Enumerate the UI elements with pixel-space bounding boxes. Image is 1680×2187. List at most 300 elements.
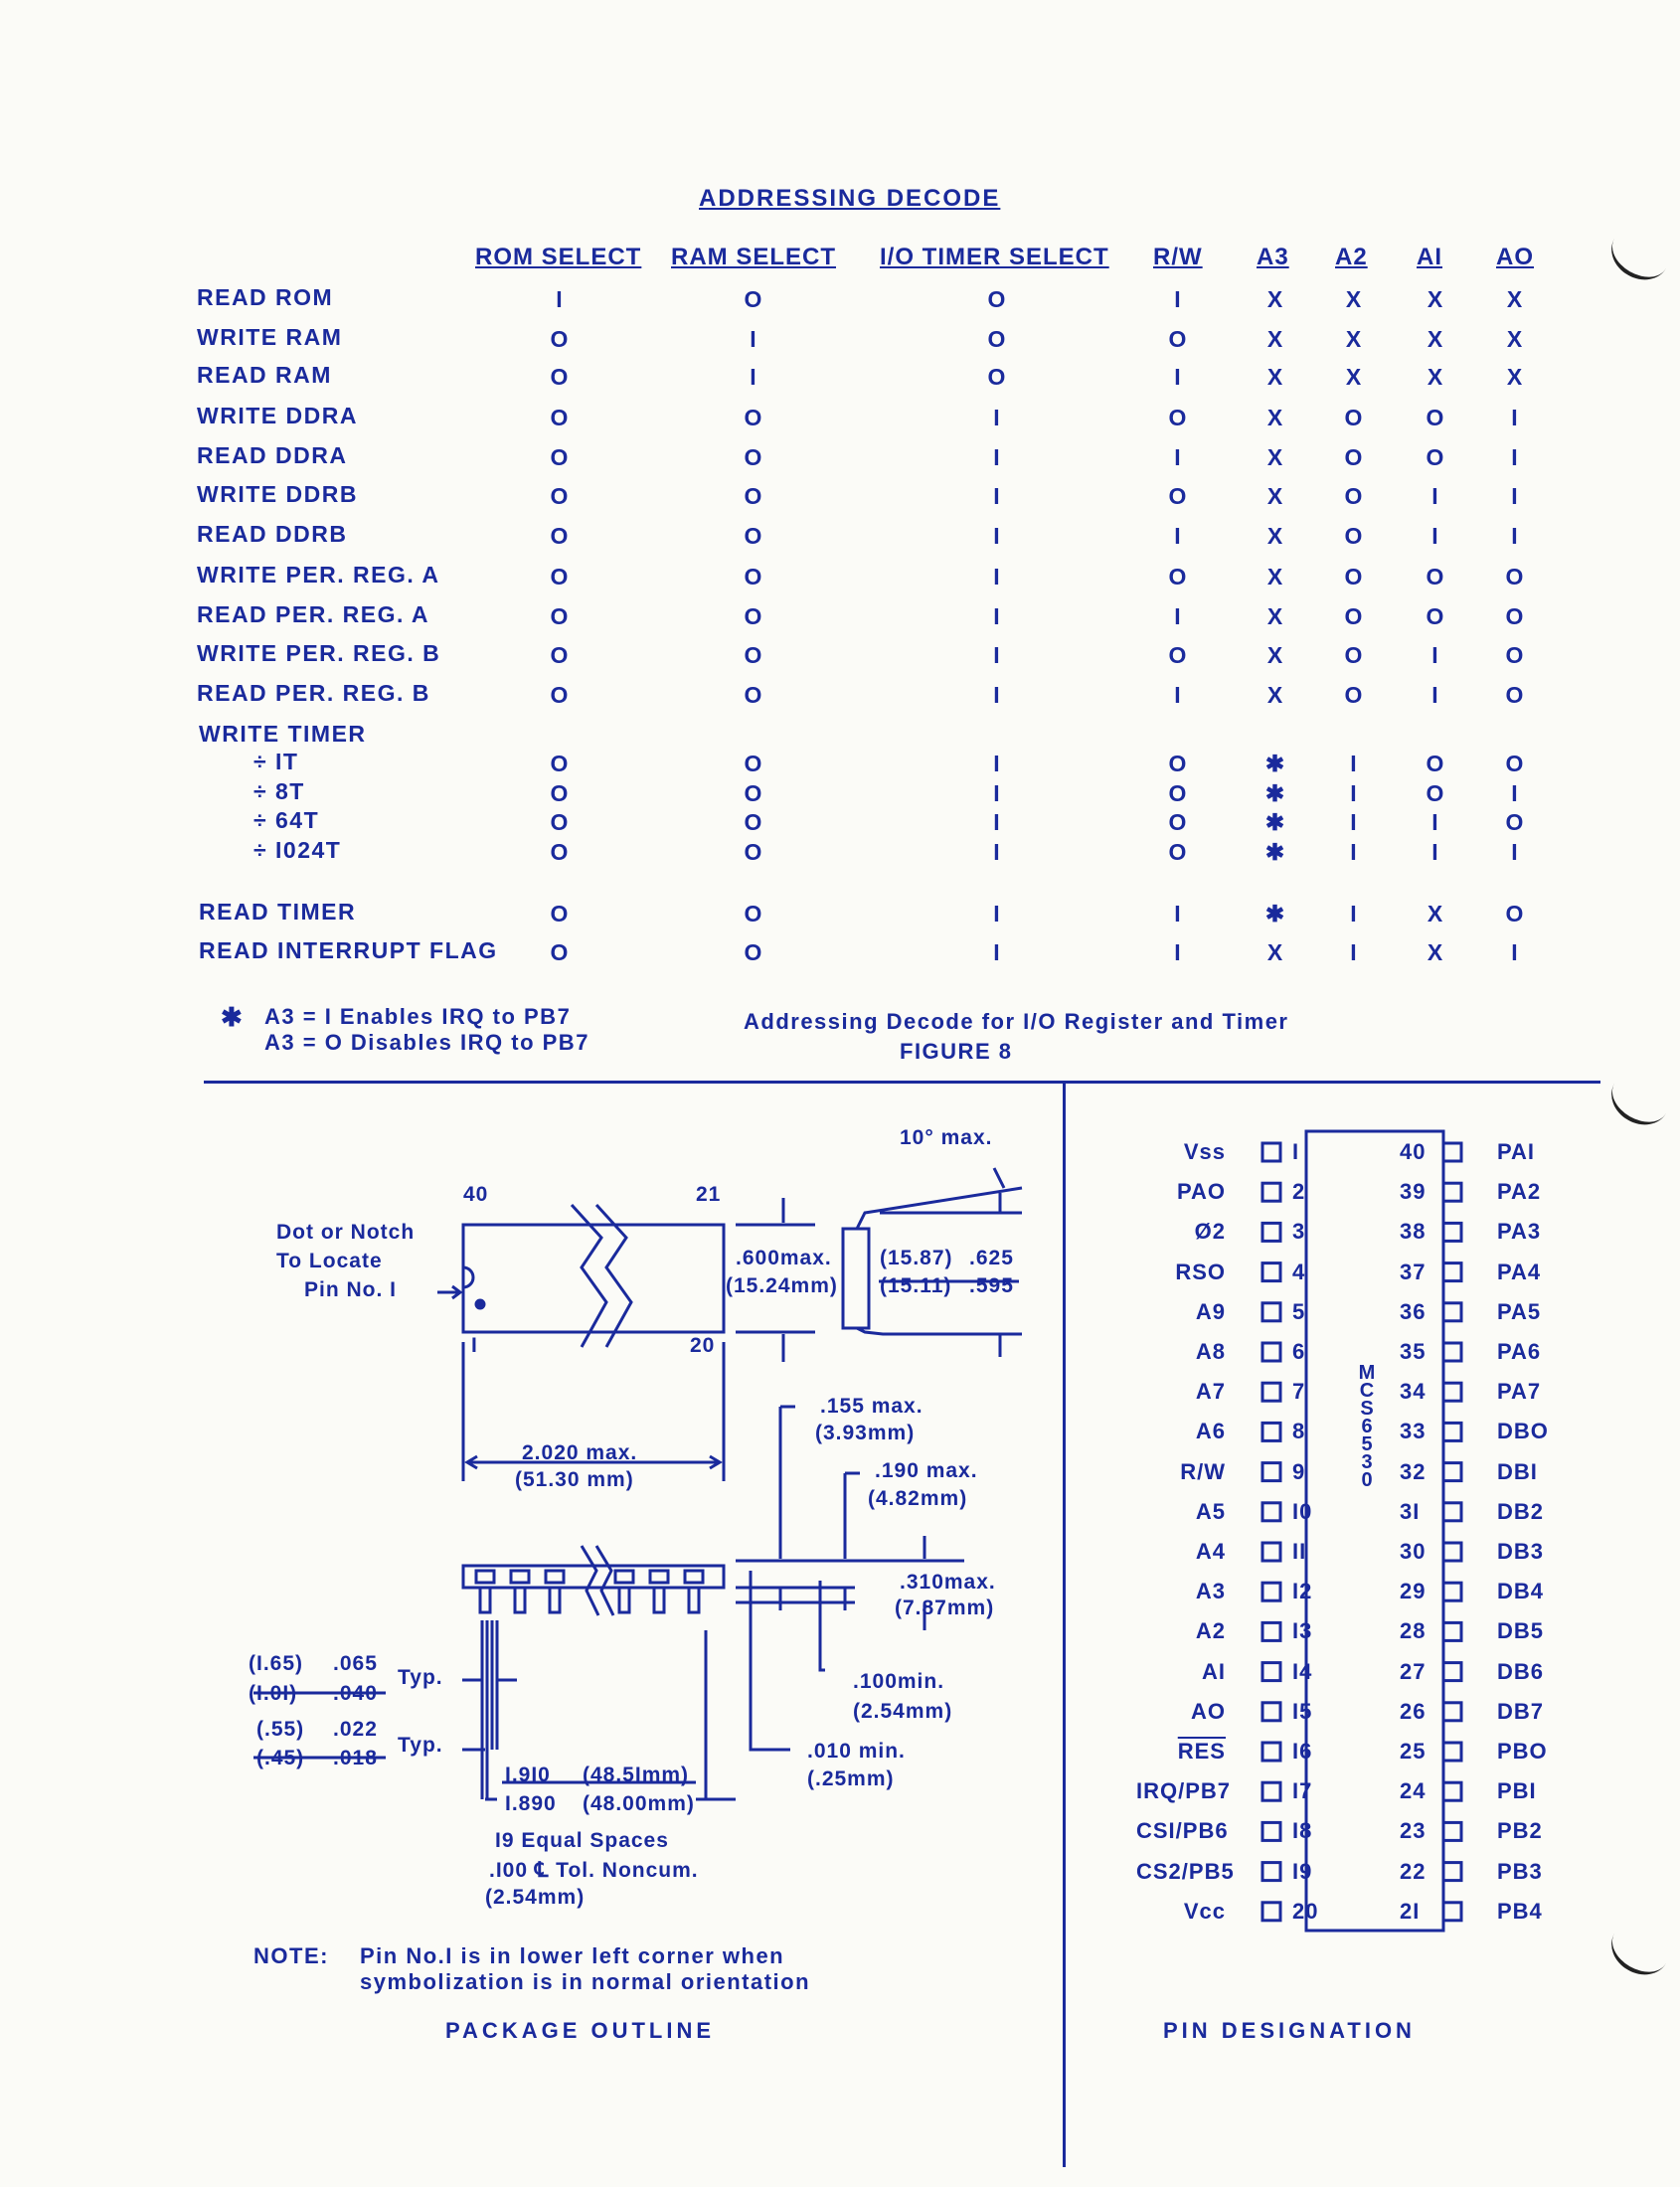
footnote-star: ✱ <box>221 1002 245 1032</box>
cell-value: O <box>744 405 763 430</box>
cell-value: I <box>1431 809 1439 835</box>
pin-number-left: 9 <box>1292 1458 1306 1484</box>
cell-value: I <box>556 286 564 312</box>
h310-label: .310max. <box>900 1571 996 1594</box>
pin-box <box>1262 1583 1280 1600</box>
pin-box <box>1262 1223 1280 1241</box>
cell-value: I <box>1350 901 1358 926</box>
cell-value: O <box>550 901 570 926</box>
pin-number-right: 34 <box>1400 1379 1427 1405</box>
cell-value: O <box>1426 405 1445 430</box>
cell-value: O <box>987 364 1007 390</box>
cell-value: I <box>1511 939 1519 965</box>
cell-value: X <box>1266 286 1284 312</box>
pw-mm-top: (I.65) <box>249 1652 304 1675</box>
width-600: .600max. <box>736 1247 832 1269</box>
package-caption: PACKAGE OUTLINE <box>445 2018 716 2043</box>
cell-value: O <box>550 364 570 390</box>
cell-value: O <box>1426 564 1445 589</box>
cell-value: X <box>1266 939 1284 965</box>
row-label: WRITE RAM <box>197 324 343 350</box>
pin-name-right: PAI <box>1497 1139 1536 1164</box>
pin-name-left: RSO <box>1175 1259 1226 1284</box>
pin-number-right: 22 <box>1400 1858 1427 1884</box>
pin-name-right: DB2 <box>1497 1498 1545 1524</box>
cell-value: X <box>1266 405 1284 430</box>
pin-number-right: 33 <box>1400 1419 1427 1444</box>
cell-value: O <box>744 603 763 629</box>
pin-box <box>1443 1263 1461 1281</box>
pin-number-right: 28 <box>1400 1618 1427 1644</box>
pin-box <box>1443 1622 1461 1640</box>
pin-21-label: 21 <box>696 1183 722 1206</box>
cell-value: O <box>744 682 763 708</box>
pin-number-left: 5 <box>1292 1298 1306 1324</box>
pin-box <box>1443 1343 1461 1361</box>
cell-value: O <box>1168 780 1188 806</box>
cell-value: I <box>993 682 1001 708</box>
cell-value: I <box>1174 444 1182 470</box>
cell-value: X <box>1345 364 1363 390</box>
row-label: READ ROM <box>197 284 334 310</box>
cell-value: I <box>1174 286 1182 312</box>
pin-number-right: 30 <box>1400 1539 1427 1564</box>
cell-value: I <box>993 780 1001 806</box>
cell-value: O <box>1426 603 1445 629</box>
cell-value: X <box>1266 326 1284 352</box>
cell-value: O <box>744 642 763 668</box>
cell-value: O <box>1505 751 1525 776</box>
pin-number-left: 4 <box>1292 1259 1306 1284</box>
cell-value: ✱ <box>1264 751 1286 776</box>
cell-value: O <box>550 326 570 352</box>
pin-name-left: Vss <box>1183 1139 1226 1164</box>
pin-name-left: PAO <box>1176 1179 1226 1205</box>
pin-name-left: AI <box>1202 1658 1226 1684</box>
cell-value: O <box>550 809 570 835</box>
pin-box <box>1443 1543 1461 1561</box>
pin-number-right: 2I <box>1400 1898 1421 1924</box>
cell-value: O <box>1168 809 1188 835</box>
h155-mm-label: (3.93mm) <box>815 1422 916 1444</box>
cell-value: O <box>744 780 763 806</box>
pin-name-left: A2 <box>1195 1618 1226 1644</box>
pin-name-left: AO <box>1191 1698 1226 1724</box>
pin-box <box>1262 1383 1280 1401</box>
cell-value: I <box>993 839 1001 865</box>
cell-value: O <box>1168 751 1188 776</box>
cell-value: I <box>1431 483 1439 509</box>
cell-value: ✱ <box>1264 901 1286 926</box>
pin-name-right: DB3 <box>1497 1539 1545 1564</box>
pin-box <box>1262 1343 1280 1361</box>
pin-name-right: PA7 <box>1497 1379 1542 1405</box>
pin-box <box>1262 1503 1280 1521</box>
pin-name-left: A3 <box>1195 1579 1226 1604</box>
note-line2: symbolization is in normal orientation <box>360 1969 811 1994</box>
cell-value: O <box>1168 405 1188 430</box>
row-label: READ DDRB <box>197 521 348 547</box>
pin-number-left: 20 <box>1292 1898 1319 1924</box>
cell-value: O <box>1344 483 1364 509</box>
row-label: WRITE DDRB <box>197 481 358 507</box>
width-595: .595 <box>969 1274 1014 1297</box>
cell-value: O <box>550 751 570 776</box>
pin-box <box>1262 1903 1280 1921</box>
cell-value: I <box>1350 809 1358 835</box>
dot-label-line1: Dot or Notch <box>276 1221 416 1244</box>
cell-value: X <box>1266 642 1284 668</box>
row-label: READ TIMER <box>199 899 357 925</box>
cell-value: I <box>750 326 757 352</box>
row-label: READ RAM <box>197 362 332 388</box>
cell-value: I <box>750 364 757 390</box>
cell-value: O <box>550 444 570 470</box>
pin-box <box>1262 1863 1280 1881</box>
span-top: I.9I0 <box>505 1764 551 1786</box>
cell-value: O <box>1505 901 1525 926</box>
footnote-line2: A3 = O Disables IRQ to PB7 <box>264 1030 589 1055</box>
pin-name-left: A9 <box>1195 1298 1226 1324</box>
pin-box <box>1443 1143 1461 1161</box>
cell-value: I <box>993 523 1001 549</box>
cell-value: O <box>1344 603 1364 629</box>
pin-box <box>1262 1303 1280 1321</box>
pin-number-left: 3 <box>1292 1219 1306 1245</box>
pin-number-left: I6 <box>1292 1739 1313 1764</box>
cell-value: O <box>1344 564 1364 589</box>
h155-label: .155 max. <box>820 1395 924 1418</box>
cell-value: O <box>1344 523 1364 549</box>
cell-value: O <box>744 839 763 865</box>
timer-row-label: ÷ I024T <box>253 837 342 863</box>
timer-row-label: ÷ 8T <box>253 778 305 804</box>
pin-number-left: II <box>1292 1539 1307 1564</box>
pin-number-right: 23 <box>1400 1818 1427 1844</box>
pin-number-left: I2 <box>1292 1579 1313 1604</box>
pin-box <box>1443 1703 1461 1721</box>
pin-number-right: 3I <box>1400 1498 1421 1524</box>
dot-label-line3: Pin No. I <box>304 1278 397 1301</box>
pin-name-right: PA3 <box>1497 1219 1542 1245</box>
cell-value: I <box>993 901 1001 926</box>
cell-value: O <box>550 682 570 708</box>
pin-box <box>1262 1822 1280 1840</box>
cell-value: ✱ <box>1264 839 1286 865</box>
cell-value: O <box>744 809 763 835</box>
span-bot: I.890 <box>505 1792 557 1815</box>
pin-name-right: PBO <box>1497 1739 1548 1764</box>
cell-value: I <box>1174 523 1182 549</box>
width-625: .625 <box>969 1247 1014 1269</box>
pin-box <box>1262 1743 1280 1761</box>
pin-number-right: 40 <box>1400 1139 1427 1164</box>
cell-value: I <box>993 751 1001 776</box>
cell-value: I <box>993 642 1001 668</box>
pin-name-right: DBI <box>1497 1458 1538 1484</box>
typ-2: Typ. <box>398 1734 443 1757</box>
note-label: NOTE: <box>253 1943 329 1968</box>
pin-name-left: A5 <box>1195 1498 1226 1524</box>
pin-box <box>1443 1663 1461 1681</box>
table-title: ADDRESSING DECODE <box>699 185 1001 212</box>
cell-value: O <box>1505 564 1525 589</box>
pin-number-left: I4 <box>1292 1658 1313 1684</box>
span-mm-bot: (48.00mm) <box>583 1792 695 1815</box>
cell-value: O <box>1344 682 1364 708</box>
cell-value: X <box>1506 364 1524 390</box>
pin-box <box>1262 1543 1280 1561</box>
cell-value: I <box>1431 523 1439 549</box>
pin-box <box>1443 1463 1461 1481</box>
cell-value: X <box>1266 564 1284 589</box>
cell-value: X <box>1266 444 1284 470</box>
cell-value: O <box>744 483 763 509</box>
pin-box <box>1443 1383 1461 1401</box>
row-label: WRITE DDRA <box>197 403 358 428</box>
cell-value: O <box>550 523 570 549</box>
cell-value: O <box>744 939 763 965</box>
cell-value: O <box>987 286 1007 312</box>
row-label: READ INTERRUPT FLAG <box>199 937 498 963</box>
pin-name-left: A8 <box>1195 1339 1226 1364</box>
pin-40-label: 40 <box>463 1183 489 1206</box>
pin-name-left: IRQ/PB7 <box>1136 1778 1232 1804</box>
cell-value: I <box>1511 483 1519 509</box>
h190-label: .190 max. <box>875 1459 978 1482</box>
cell-value: X <box>1266 483 1284 509</box>
timer-heading: WRITE TIMER <box>199 721 367 747</box>
pin-number-right: 37 <box>1400 1259 1427 1284</box>
pin-box <box>1443 1903 1461 1921</box>
cell-value: O <box>1344 444 1364 470</box>
cell-value: O <box>550 642 570 668</box>
timer-row-label: ÷ 64T <box>253 807 320 833</box>
chip-label: MCS6530 <box>1356 1362 1378 1487</box>
pin-name-left: Ø2 <box>1194 1219 1226 1245</box>
pin-name-right: DB5 <box>1497 1618 1545 1644</box>
pin-name-right: DB4 <box>1497 1579 1545 1604</box>
h190-mm-label: (4.82mm) <box>868 1487 968 1510</box>
column-header: I/O TIMER SELECT <box>880 244 1109 270</box>
cell-value: O <box>1505 809 1525 835</box>
spaces-line2: .I00 ℄ Tol. Noncum. <box>489 1859 699 1882</box>
cell-value: O <box>1168 326 1188 352</box>
pin-caption: PIN DESIGNATION <box>1163 2018 1416 2043</box>
pin-number-right: 25 <box>1400 1739 1427 1764</box>
cell-value: O <box>1426 444 1445 470</box>
pin-name-right: DB6 <box>1497 1658 1545 1684</box>
lw-mm-top: (.55) <box>256 1718 305 1741</box>
pin-box <box>1262 1183 1280 1201</box>
column-header: A2 <box>1335 244 1368 270</box>
column-header: R/W <box>1153 244 1203 270</box>
pin-box <box>1262 1463 1280 1481</box>
pin-box <box>1443 1822 1461 1840</box>
pin-number-left: I8 <box>1292 1818 1313 1844</box>
pin-number-left: 6 <box>1292 1339 1306 1364</box>
width-625-mm-top: (15.87) <box>880 1247 953 1269</box>
pin-name-right: PA2 <box>1497 1179 1542 1205</box>
pin-number-left: 2 <box>1292 1179 1306 1205</box>
pin-name-right: PA5 <box>1497 1298 1542 1324</box>
cell-value: X <box>1266 682 1284 708</box>
typ-1: Typ. <box>398 1666 443 1689</box>
cell-value: X <box>1266 523 1284 549</box>
cell-value: O <box>744 751 763 776</box>
pin-box <box>1443 1223 1461 1241</box>
row-label: WRITE PER. REG. A <box>197 562 440 588</box>
lw-bot: .018 <box>333 1747 378 1769</box>
cell-value: I <box>993 405 1001 430</box>
cell-value: O <box>744 286 763 312</box>
row-label: READ PER. REG. B <box>197 680 430 706</box>
pin-number-left: I9 <box>1292 1858 1313 1884</box>
cell-value: I <box>1174 603 1182 629</box>
cell-value: O <box>1505 642 1525 668</box>
cell-value: O <box>550 939 570 965</box>
pin-box <box>1443 1743 1461 1761</box>
cell-value: O <box>1344 405 1364 430</box>
cell-value: O <box>987 326 1007 352</box>
cell-value: O <box>550 564 570 589</box>
pin-number-right: 35 <box>1400 1339 1427 1364</box>
cell-value: O <box>1426 780 1445 806</box>
note-line1: Pin No.I is in lower left corner when <box>360 1943 785 1968</box>
lead-min-label: .100min. <box>853 1670 945 1693</box>
lead-th-mm-label: (.25mm) <box>807 1767 895 1790</box>
pin-number-right: 39 <box>1400 1179 1427 1205</box>
pin-number-left: I <box>1292 1139 1300 1164</box>
cell-value: O <box>550 603 570 629</box>
cell-value: O <box>1168 564 1188 589</box>
width-625-mm-bot: (15.11) <box>880 1274 952 1297</box>
column-header: AI <box>1417 244 1442 270</box>
cell-value: O <box>1505 603 1525 629</box>
pin-1-label: I <box>471 1334 478 1357</box>
cell-value: I <box>1431 682 1439 708</box>
footnote-line1: A3 = I Enables IRQ to PB7 <box>264 1004 572 1029</box>
cell-value: O <box>1168 642 1188 668</box>
cell-value: O <box>1168 483 1188 509</box>
cell-value: O <box>744 564 763 589</box>
cell-value: I <box>1511 523 1519 549</box>
figure-caption-line2: FIGURE 8 <box>900 1039 1013 1064</box>
cell-value: O <box>550 483 570 509</box>
cell-value: I <box>1431 839 1439 865</box>
pin-name-right: PBI <box>1497 1778 1537 1804</box>
cell-value: I <box>1511 839 1519 865</box>
pin-number-right: 26 <box>1400 1698 1427 1724</box>
figure-caption-line1: Addressing Decode for I/O Register and Timer <box>744 1009 1289 1034</box>
pin-name-right: PA4 <box>1497 1259 1542 1284</box>
span-mm-top: (48.5Imm) <box>583 1764 690 1786</box>
pin-name-left: Vcc <box>1183 1898 1226 1924</box>
row-label: READ DDRA <box>197 442 348 468</box>
pin-box <box>1443 1423 1461 1440</box>
cell-value: I <box>993 809 1001 835</box>
pin-name-left: A4 <box>1195 1539 1226 1564</box>
pin-box <box>1262 1263 1280 1281</box>
cell-value: X <box>1345 286 1363 312</box>
length-mm-label: (51.30 mm) <box>515 1468 634 1491</box>
column-header: ROM SELECT <box>475 244 642 270</box>
lw-mm-bot: (.45) <box>256 1747 305 1769</box>
cell-value: O <box>550 780 570 806</box>
pin-box <box>1443 1583 1461 1600</box>
pin-number-right: 24 <box>1400 1778 1427 1804</box>
pin-name-left: R/W <box>1180 1458 1226 1484</box>
pin-box <box>1262 1622 1280 1640</box>
cell-value: X <box>1427 939 1444 965</box>
cell-value: O <box>1426 751 1445 776</box>
pin-name-left: A7 <box>1195 1379 1226 1405</box>
pin-box <box>1262 1423 1280 1440</box>
lead-min-mm-label: (2.54mm) <box>853 1700 953 1723</box>
pin-box <box>1443 1503 1461 1521</box>
dot-label-line2: To Locate <box>276 1250 383 1272</box>
pin-name-right: PB2 <box>1497 1818 1543 1844</box>
cell-value: I <box>1174 901 1182 926</box>
width-600-mm: (15.24mm) <box>726 1274 838 1297</box>
cell-value: X <box>1506 326 1524 352</box>
pin-name-right: PB3 <box>1497 1858 1543 1884</box>
cell-value: I <box>1350 939 1358 965</box>
cell-value: X <box>1427 326 1444 352</box>
column-header: RAM SELECT <box>671 244 836 270</box>
pin-number-right: 29 <box>1400 1579 1427 1604</box>
pin-number-left: I7 <box>1292 1778 1313 1804</box>
pin-name-left: $\overline{RES}$ <box>1177 1739 1226 1764</box>
pin-name-right: DB7 <box>1497 1698 1545 1724</box>
row-label: WRITE PER. REG. B <box>197 640 441 666</box>
pin-name-left: A6 <box>1195 1419 1226 1444</box>
pin-name-left: CS2/PB5 <box>1136 1858 1235 1884</box>
pin-number-right: 38 <box>1400 1219 1427 1245</box>
pin-number-left: 7 <box>1292 1379 1306 1405</box>
pin-box <box>1262 1143 1280 1161</box>
cell-value: I <box>1350 839 1358 865</box>
cell-value: X <box>1427 286 1444 312</box>
pin-name-right: DBO <box>1497 1419 1549 1444</box>
pin-20-label: 20 <box>690 1334 716 1357</box>
pin-number-right: 32 <box>1400 1458 1427 1484</box>
pin-box <box>1262 1703 1280 1721</box>
cell-value: I <box>993 444 1001 470</box>
pin-number-right: 27 <box>1400 1658 1427 1684</box>
pin-name-left: CSI/PB6 <box>1136 1818 1229 1844</box>
timer-row-label: ÷ IT <box>253 749 299 774</box>
cell-value: X <box>1427 364 1444 390</box>
pin-box <box>1443 1782 1461 1800</box>
lead-th-label: .010 min. <box>807 1740 906 1763</box>
pin-number-right: 36 <box>1400 1298 1427 1324</box>
cell-value: O <box>550 839 570 865</box>
pw-mm-bot: (I.0I) <box>249 1682 298 1705</box>
cell-value: ✱ <box>1264 809 1286 835</box>
pin-box <box>1443 1303 1461 1321</box>
length-label: 2.020 max. <box>522 1441 638 1464</box>
cell-value: X <box>1506 286 1524 312</box>
cell-value: X <box>1266 364 1284 390</box>
pin-number-left: I0 <box>1292 1498 1313 1524</box>
pw-top: .065 <box>333 1652 378 1675</box>
cell-value: O <box>744 444 763 470</box>
cell-value: I <box>1350 780 1358 806</box>
pin-box <box>1262 1663 1280 1681</box>
cell-value: I <box>1511 780 1519 806</box>
cell-value: O <box>1505 682 1525 708</box>
